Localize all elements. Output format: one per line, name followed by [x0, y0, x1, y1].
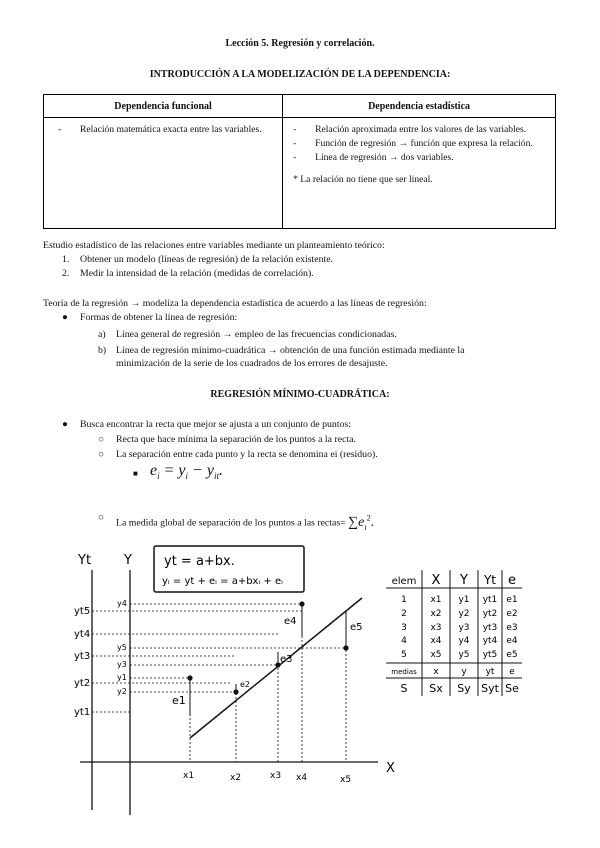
- mc-sub1: Recta que hace mínima la separación de los puntos a la recta.: [116, 434, 356, 445]
- table-header: e: [508, 573, 516, 588]
- table-cell: x1: [430, 595, 442, 605]
- col1-cell: [44, 118, 283, 229]
- circle-bullet-icon: ○: [98, 512, 104, 523]
- col2-item: - Función de regresión → función que expresa la relación.: [293, 138, 547, 150]
- bullet-icon: ●: [62, 312, 68, 323]
- table-cell: 4: [401, 636, 407, 646]
- residual-label: e3: [280, 654, 293, 665]
- table-cell: yt5: [482, 650, 498, 660]
- study-item-1: Obtener un modelo (líneas de regresión) de la relación existente.: [80, 254, 333, 265]
- formula-line-1: yt = a+bx.: [164, 554, 235, 569]
- study-item-2: Medir la intensidad de la relación (medidas de correlación).: [80, 268, 314, 279]
- table-cell: medias: [391, 668, 417, 676]
- axis-x-label: X: [386, 761, 395, 776]
- table-header: Yt: [483, 573, 497, 587]
- x-tick: x1: [183, 771, 195, 781]
- table-cell: 3: [401, 623, 407, 633]
- table-cell: x4: [430, 636, 442, 646]
- study-intro: Estudio estadístico de las relaciones entre variables mediante un planteamiento teórico:: [43, 240, 385, 251]
- formula-line-2: yᵢ = yt + eᵢ = a+bxᵢ + eᵢ: [162, 576, 283, 587]
- study-num-1: 1.: [62, 254, 70, 265]
- table-cell: e4: [506, 636, 518, 646]
- table-cell: 2: [401, 609, 407, 619]
- page-title: Lección 5. Regresión y correlación.: [225, 38, 375, 49]
- table-cell: Syt: [481, 682, 499, 695]
- residual-label: e5: [350, 622, 363, 633]
- table-cell: 1: [401, 595, 407, 605]
- table-cell: e2: [506, 609, 518, 619]
- mc-sub2: La separación entre cada punto y la recta se denomina ei (residuo).: [116, 449, 378, 460]
- table-cell: Sy: [457, 682, 471, 695]
- y-tick: y2: [117, 687, 127, 696]
- circle-bullet-icon: ○: [98, 449, 104, 460]
- table-cell: x: [433, 667, 439, 677]
- table-header: Y: [460, 573, 468, 588]
- x-tick: x4: [296, 773, 308, 783]
- col2-item: - Relación aproximada entre los valores de las variables.: [293, 124, 547, 136]
- x-tick: x3: [270, 771, 282, 781]
- mc-sub3: [116, 512, 374, 533]
- table-cell: yt4: [482, 636, 498, 646]
- x-tick: x2: [230, 773, 242, 783]
- theory-a-label: a): [98, 329, 106, 340]
- col1-header: Dependencia funcional: [44, 95, 283, 118]
- bullet-icon: ●: [62, 419, 68, 430]
- col2-item: - Línea de regresión → dos variables.: [293, 152, 547, 164]
- square-bullet-icon: ■: [133, 469, 138, 478]
- regression-line: [190, 598, 362, 738]
- theory-a: Línea general de regresión → empleo de las frecuencias condicionadas.: [116, 329, 397, 340]
- col1-item: - Relación matemática exacta entre las variables.: [58, 124, 274, 136]
- theory-b2: minimización de la serie de los cuadrados de los errores de desajuste.: [116, 358, 388, 369]
- table-cell: 5: [401, 650, 407, 660]
- table-cell: e5: [506, 650, 518, 660]
- table-cell: x2: [430, 609, 442, 619]
- table-cell: S: [400, 682, 408, 695]
- table-cell: e1: [506, 595, 518, 605]
- table-cell: Se: [505, 682, 519, 695]
- y-tick: y4: [117, 599, 127, 608]
- residual-label: e1: [172, 694, 186, 707]
- axis-y-label: Y: [124, 553, 132, 568]
- dependence-table: [43, 94, 556, 229]
- yt-tick: yt5: [74, 606, 91, 617]
- yt-tick: yt2: [74, 678, 91, 689]
- table-cell: x3: [430, 623, 442, 633]
- y-tick: y1: [117, 673, 127, 682]
- residual-label: e2: [240, 680, 251, 689]
- table-cell: yt1: [482, 595, 498, 605]
- table-cell: y1: [458, 595, 470, 605]
- mc-bullet: Busca encontrar la recta que mejor se ajusta a un conjunto de puntos:: [80, 419, 351, 430]
- section-heading-intro: INTRODUCCIÓN A LA MODELIZACIÓN DE LA DEPENDENCIA:: [149, 69, 451, 80]
- table-cell: x5: [430, 650, 442, 660]
- table-cell: yt: [485, 667, 495, 677]
- residual-arrows: [190, 606, 346, 716]
- residual-label: e4: [284, 616, 297, 627]
- table-cell: y: [461, 667, 467, 677]
- y-tick: y5: [117, 643, 127, 652]
- theory-b-label: b): [98, 345, 107, 356]
- circle-bullet-icon: ○: [98, 434, 104, 445]
- axis-yt-label: Yt: [78, 553, 92, 568]
- table-cell: y2: [458, 609, 470, 619]
- table-cell: yt3: [482, 623, 498, 633]
- table-cell: e: [509, 667, 515, 677]
- regression-graph: [70, 540, 400, 845]
- table-cell: y4: [458, 636, 470, 646]
- table-cell: e3: [506, 623, 518, 633]
- sum-formula: $\sum e_i^2$.: [348, 513, 375, 532]
- residual-formula: $e_i = y_i - y_{it}$.: [150, 462, 223, 482]
- yt-tick: yt1: [74, 707, 91, 718]
- table-cell: y3: [458, 623, 470, 633]
- study-num-2: 2.: [62, 268, 70, 279]
- col2-cell: [283, 118, 556, 229]
- yt-tick: yt4: [74, 629, 91, 640]
- mc-sub3-text: La medida global de separación de los puntos a las rectas=: [116, 517, 349, 529]
- table-cell: Sx: [429, 682, 443, 695]
- table-cell: yt2: [482, 609, 498, 619]
- y-tick: y3: [117, 660, 127, 669]
- table-header: elem: [391, 576, 417, 587]
- col2-header: Dependencia estadística: [283, 95, 556, 118]
- table-header: X: [431, 573, 441, 588]
- yt-tick: yt3: [74, 651, 91, 662]
- section-heading-mc: REGRESIÓN MÍNIMO-CUADRÁTICA:: [210, 389, 390, 400]
- summary-table: [386, 568, 526, 698]
- col2-note: * La relación no tiene que ser lineal.: [293, 174, 433, 185]
- x-tick: x5: [340, 775, 352, 785]
- theory-intro: Teoría de la regresión → modeliza la dependencia estadística de acuerdo a las líneas de regresión:: [43, 298, 427, 309]
- theory-b1: Línea de regresión mínimo-cuadrática → obtención de una función estimada mediante la: [116, 345, 465, 356]
- theory-bullet: Formas de obtener la línea de regresión:: [80, 312, 238, 323]
- table-cell: y5: [458, 650, 470, 660]
